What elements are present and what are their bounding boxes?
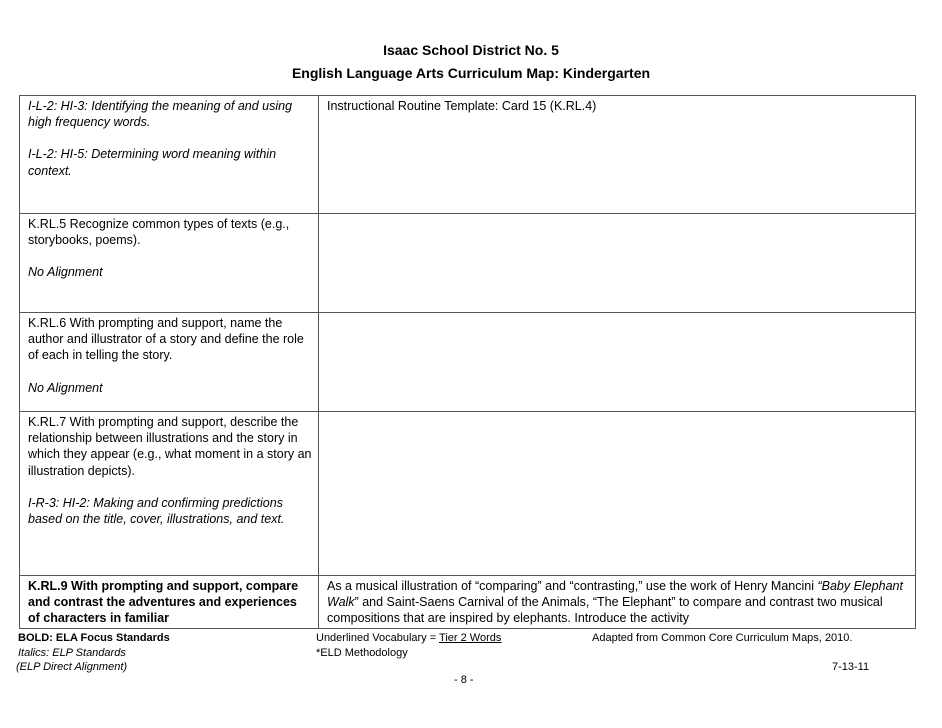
- alignment-note: No Alignment: [28, 380, 103, 395]
- table-row: [20, 96, 916, 214]
- eld-legend: *ELD Methodology: [316, 647, 408, 659]
- activity-cell: [319, 576, 916, 629]
- ela-focus-standard: K.RL.9 With prompting and support, compare and contrast the adventures and experiences of characters in familiar: [28, 579, 299, 626]
- standard-cell: [20, 576, 319, 629]
- standard-cell: [20, 412, 319, 576]
- curriculum-table: [19, 95, 916, 629]
- activity-text-continued: ” and Saint-Saens Carnival of the Animals, “The Elephant” to compare and contrast two musical compositions that are inspired by elephants. Introduce the activity: [327, 595, 883, 626]
- activity-cell: [319, 313, 916, 412]
- activity-text: As a musical illustration of “comparing” and “contrasting,” use the work of Henry Mancini: [327, 579, 818, 593]
- table-row: [20, 576, 916, 629]
- document-subtitle: English Language Arts Curriculum Map: Kindergarten: [291, 65, 651, 81]
- standard-cell: [20, 96, 319, 214]
- source-note: Adapted from Common Core Curriculum Maps, 2010.: [592, 632, 853, 644]
- table-row: [20, 214, 916, 313]
- activity-cell: [319, 96, 916, 214]
- bold-legend: BOLD: ELA Focus Standards: [18, 632, 170, 644]
- activity-text: Instructional Routine Template: Card 15 (K.RL.4): [327, 99, 597, 113]
- elp-standard: I-L-2: HI-5: Determining word meaning within context.: [28, 147, 277, 178]
- ela-standard: K.RL.7 With prompting and support, describe the relationship between illustrations and the story in which they appear (e.g., what moment in a story an illustration depicts).: [28, 415, 312, 478]
- revision-date: 7-13-11: [832, 661, 870, 673]
- ela-standard: K.RL.6 With prompting and support, name the author and illustrator of a story and define the role of each in telling the story.: [28, 316, 304, 363]
- song-title: “Baby Elephant Walk: [327, 579, 903, 610]
- elp-standard: I-R-3: HI-2: Making and confirming predictions based on the title, cover, illustrations, and text.: [28, 495, 285, 527]
- activity-cell: [319, 214, 916, 313]
- table-row: [20, 412, 916, 576]
- elp-direct-legend: (ELP Direct Alignment): [16, 661, 128, 673]
- standard-cell: [20, 214, 319, 313]
- tier-2-words: Tier 2 Words: [439, 632, 502, 644]
- ela-standard: K.RL.5 Recognize common types of texts (e.g., storybooks, poems).: [28, 217, 290, 248]
- table-row: [20, 313, 916, 412]
- activity-cell: [319, 412, 916, 576]
- italics-legend: Italics: ELP Standards: [18, 647, 126, 659]
- document-title: Isaac School District No. 5: [383, 42, 559, 58]
- standard-cell: [20, 313, 319, 412]
- elp-standard: I-L-2: HI-3: Identifying the meaning of and using high frequency words.: [28, 99, 293, 130]
- vocabulary-legend: Underlined Vocabulary = Tier 2 Words: [316, 632, 502, 644]
- alignment-note: No Alignment: [28, 265, 103, 280]
- page-number: - 8 -: [454, 674, 474, 686]
